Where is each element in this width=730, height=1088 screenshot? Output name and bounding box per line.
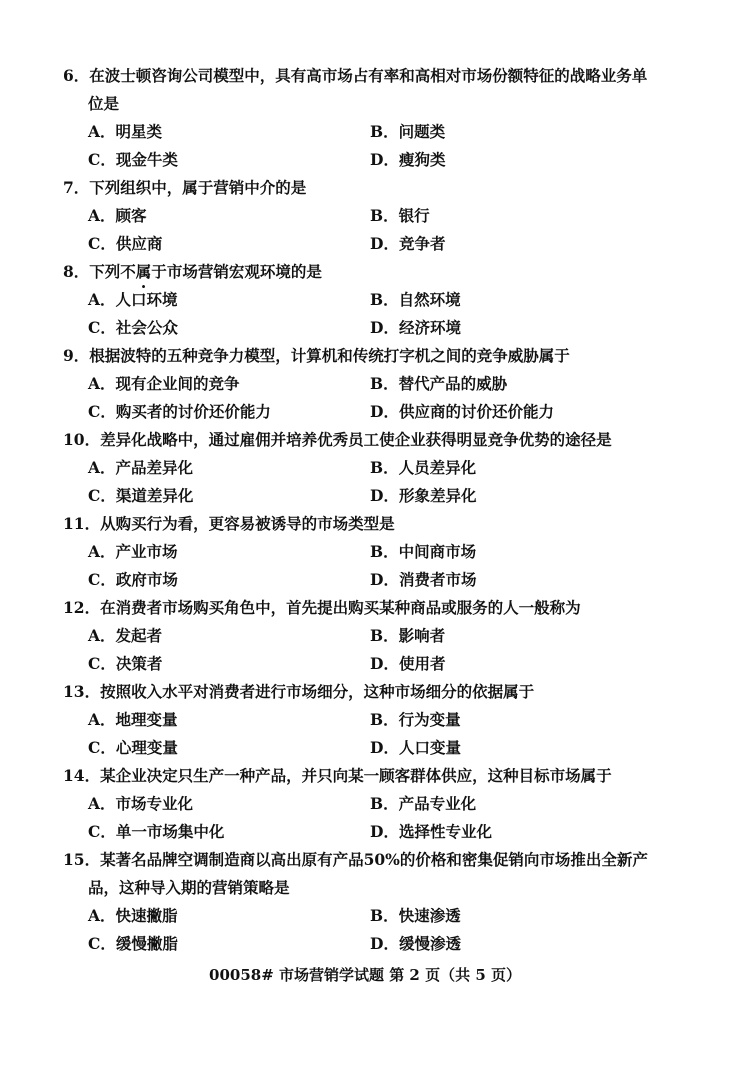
option-c: C．购买者的讨价还价能力	[88, 402, 271, 421]
question-stem: 10．差异化战略中，通过雇佣并培养优秀员工使企业获得明显竞争优势的途径是	[63, 430, 612, 449]
option-a: A．明星类	[88, 122, 163, 141]
option-a: A．人口环境	[88, 290, 178, 309]
option-b: B．人员差异化	[370, 458, 477, 477]
question-stem: 12．在消费者市场购买角色中，首先提出购买某种商品或服务的人一般称为	[63, 598, 581, 617]
option-d: D．缓慢渗透	[370, 934, 461, 953]
question-7	[63, 174, 690, 258]
question-stem: 9．根据波特的五种竞争力模型，计算机和传统打字机之间的竞争威胁属于	[63, 346, 570, 365]
question-stem: 15．某著名品牌空调制造商以高出原有产品50%的价格和密集促销向市场推出全新产	[63, 850, 648, 869]
option-d: D．供应商的讨价还价能力	[370, 402, 554, 421]
option-b: B．中间商市场	[370, 542, 477, 561]
option-a: A．产业市场	[88, 542, 178, 561]
question-stem: 14．某企业决定只生产一种产品，并只向某一顾客群体供应，这种目标市场属于	[63, 766, 612, 785]
question-14	[63, 762, 690, 846]
question-stem: 7．下列组织中，属于营销中介的是	[63, 178, 307, 197]
option-c: C．供应商	[88, 234, 163, 253]
option-c: C．渠道差异化	[88, 486, 194, 505]
option-d: D．消费者市场	[370, 570, 477, 589]
stem-suffix: 市场营销宏观环境的是	[166, 262, 322, 281]
option-a: A．发起者	[88, 626, 163, 645]
option-a: A．产品差异化	[88, 458, 194, 477]
option-d: D．形象差异化	[370, 486, 477, 505]
option-a: A．顾客	[88, 206, 147, 225]
question-11	[63, 510, 690, 594]
option-a: A．市场专业化	[88, 794, 194, 813]
question-stem	[63, 258, 690, 286]
option-c: C．政府市场	[88, 570, 178, 589]
question-6	[63, 62, 690, 174]
option-c: C．社会公众	[88, 318, 178, 337]
question-10	[63, 426, 690, 510]
question-stem: 11．从购买行为看，更容易被诱导的市场类型是	[63, 514, 395, 533]
question-12	[63, 594, 690, 678]
option-b: B．快速渗透	[370, 906, 461, 925]
option-d: D．竞争者	[370, 234, 446, 253]
option-b: B．影响者	[370, 626, 446, 645]
question-stem: 13．按照收入水平对消费者进行市场细分，这种市场细分的依据属于	[63, 682, 535, 701]
option-a: A．快速撇脂	[88, 906, 178, 925]
option-d: D．使用者	[370, 654, 446, 673]
page-footer: 00058# 市场营销学试题 第 2 页（共 5 页）	[209, 966, 521, 984]
option-b: B．银行	[370, 206, 430, 225]
option-d: D．选择性专业化	[370, 822, 492, 841]
question-stem: 6．在波士顿咨询公司模型中，具有高市场占有率和高相对市场份额特征的战略业务单	[63, 66, 648, 85]
emphasis-dotted-text: 不属于	[120, 262, 167, 281]
question-stem-continued: 位是	[88, 94, 120, 113]
option-d: D．经济环境	[370, 318, 461, 337]
option-b: B．产品专业化	[370, 794, 477, 813]
question-9	[63, 342, 690, 426]
question-8	[63, 258, 690, 342]
question-stem-continued: 品，这种导入期的营销策略是	[88, 878, 290, 897]
option-b: B．行为变量	[370, 710, 461, 729]
option-c: C．单一市场集中化	[88, 822, 225, 841]
option-d: D．人口变量	[370, 738, 461, 757]
option-b: B．替代产品的威胁	[370, 374, 508, 393]
option-c: C．现金牛类	[88, 150, 178, 169]
option-b: B．问题类	[370, 122, 446, 141]
option-a: A．地理变量	[88, 710, 178, 729]
question-15	[63, 846, 690, 958]
stem-prefix: 8．下列	[63, 262, 121, 281]
option-c: C．缓慢撇脂	[88, 934, 178, 953]
option-c: C．心理变量	[88, 738, 178, 757]
question-13	[63, 678, 690, 762]
option-b: B．自然环境	[370, 290, 461, 309]
option-a: A．现有企业间的竞争	[88, 374, 240, 393]
option-c: C．决策者	[88, 654, 163, 673]
option-d: D．瘦狗类	[370, 150, 446, 169]
